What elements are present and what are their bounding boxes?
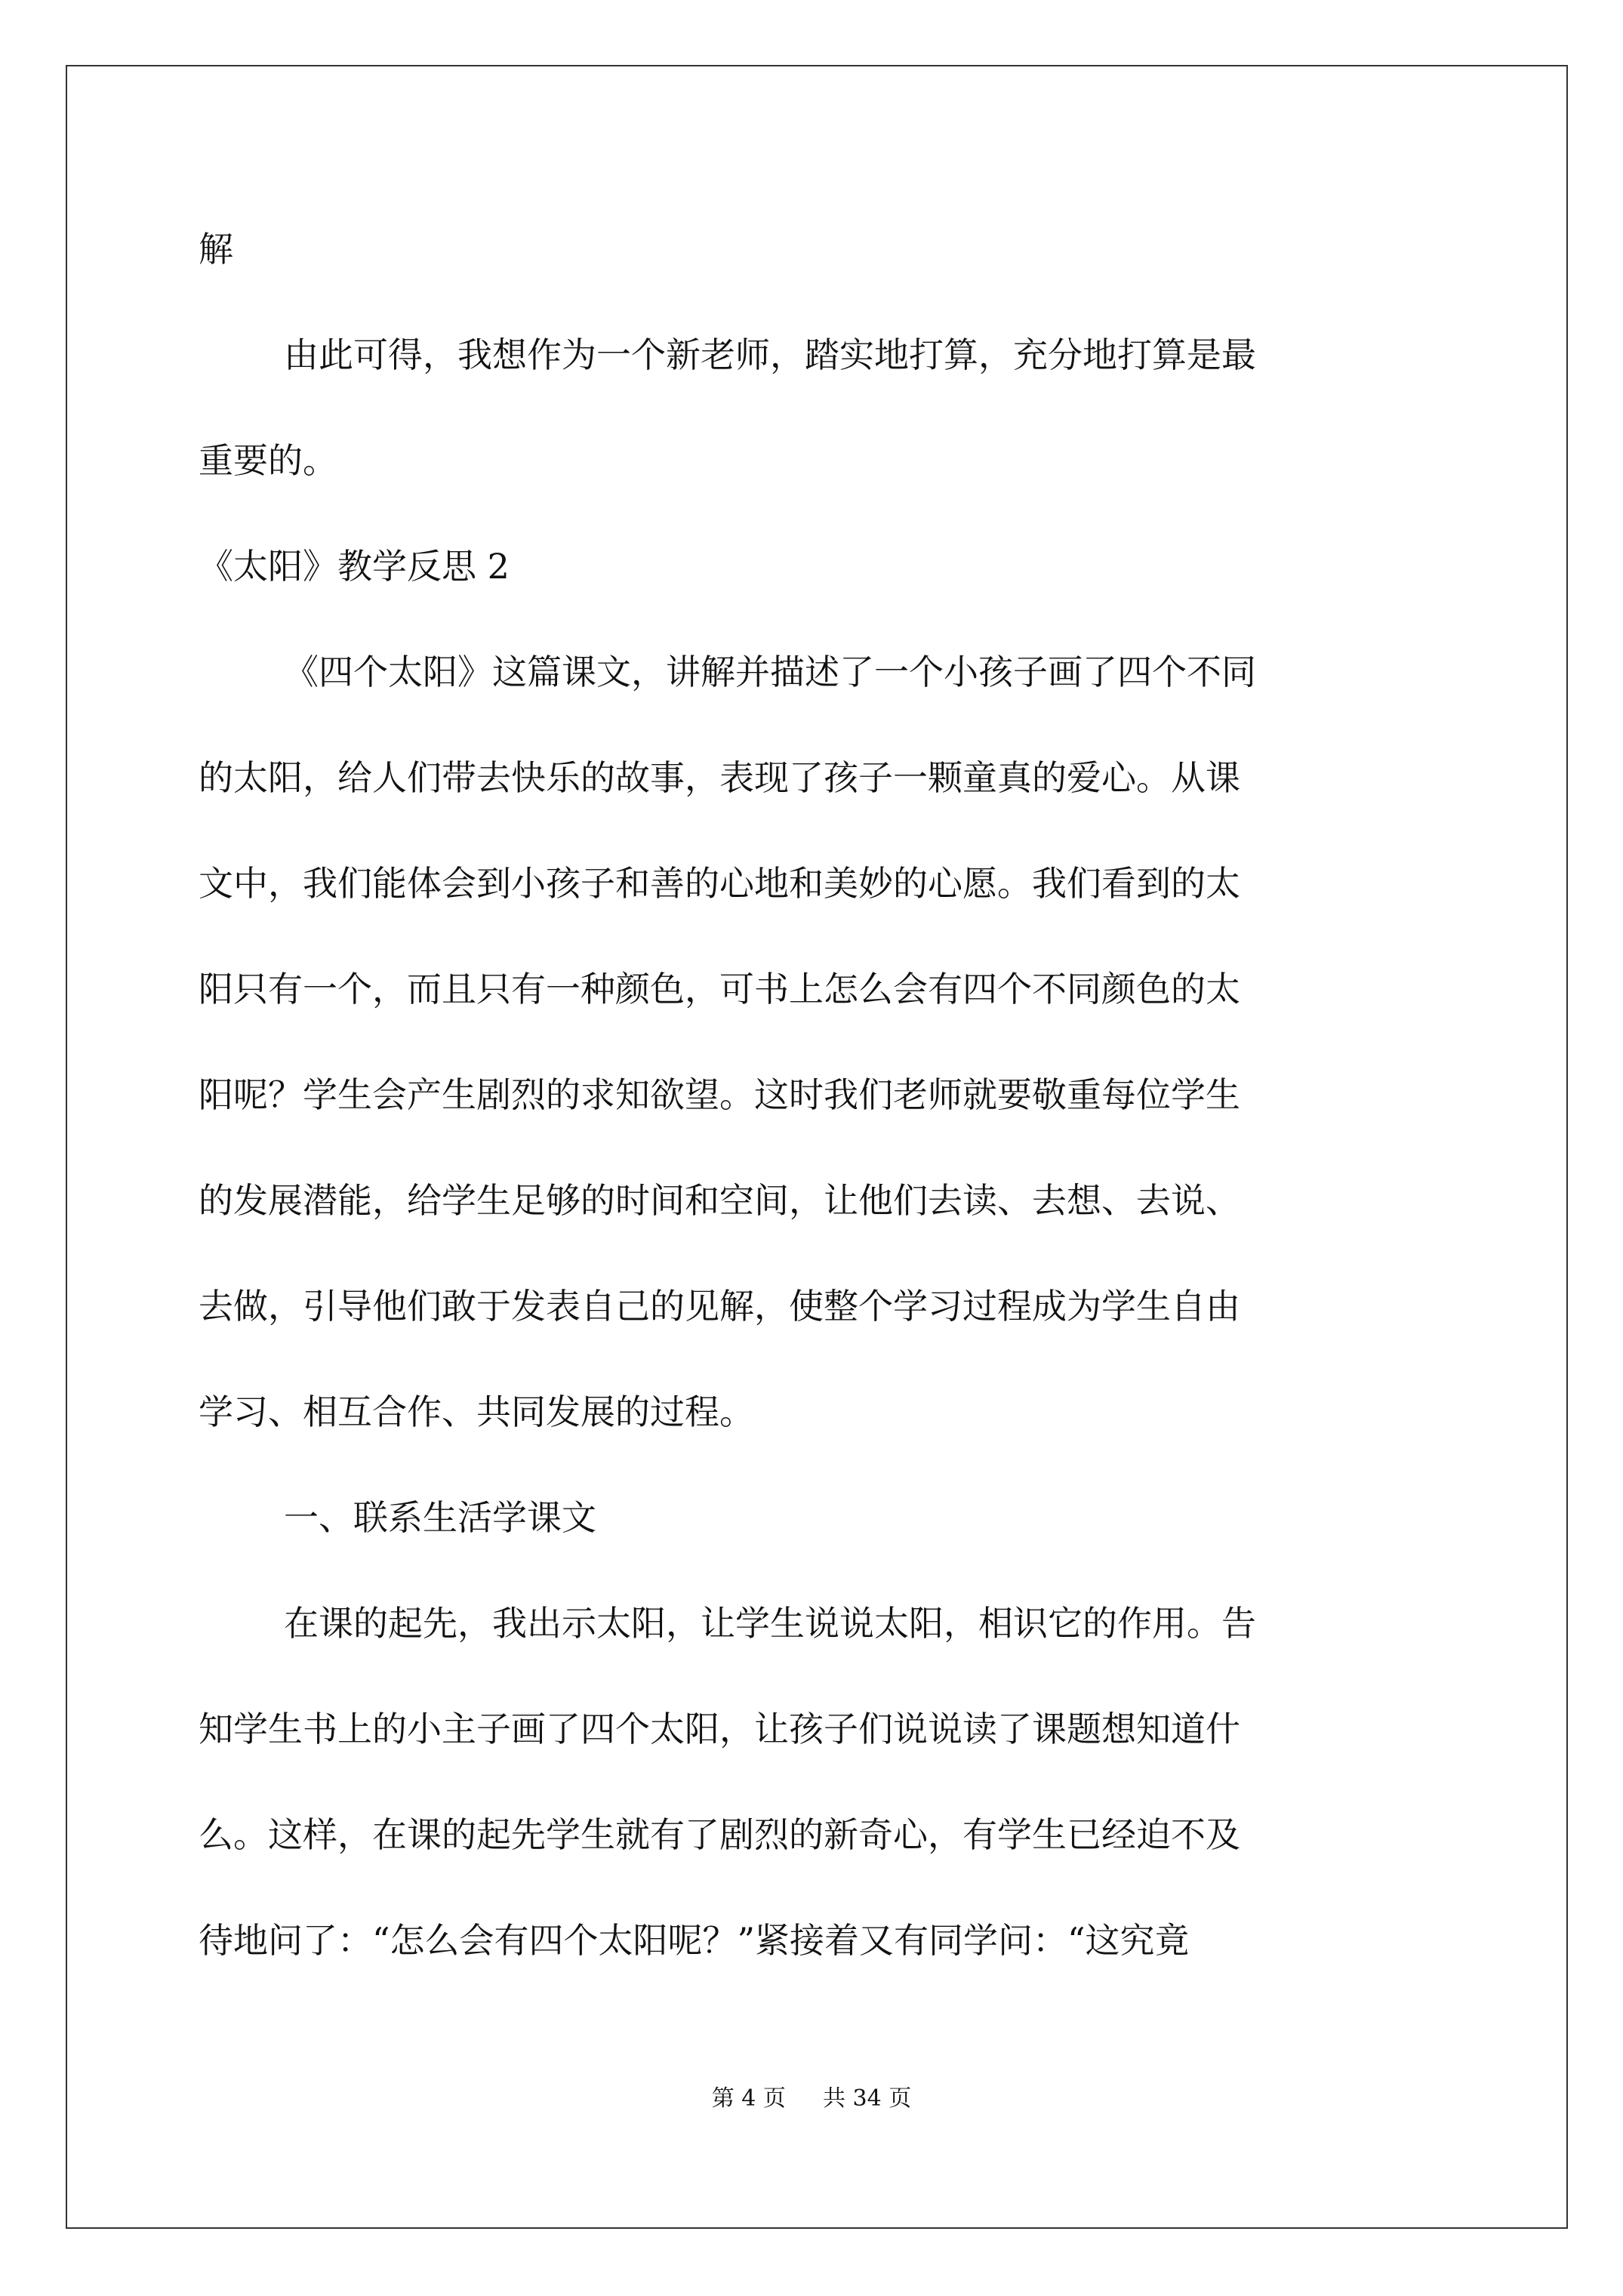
text-line-17: 待地问了：“怎么会有四个太阳呢？”紧接着又有同学问：“这究竟 xyxy=(199,1920,1190,1961)
text-line-16: 么。这样，在课的起先学生就有了剧烈的新奇心，有学生已经迫不及 xyxy=(199,1814,1240,1855)
text-line-12: 学习、相互合作、共同发展的过程。 xyxy=(199,1391,754,1432)
text-line-3: 重要的。 xyxy=(199,440,337,481)
text-line-11: 去做，引导他们敢于发表自己的见解，使整个学习过程成为学生自由 xyxy=(199,1286,1240,1327)
text-line-1: 解 xyxy=(199,229,233,270)
text-line-2: 由此可得，我想作为一个新老师，踏实地打算，充分地打算是最 xyxy=(284,334,1256,375)
text-line-14: 在课的起先，我出示太阳，让学生说说太阳，相识它的作用。告 xyxy=(284,1603,1256,1644)
text-line-9: 阳呢？学生会产生剧烈的求知欲望。这时我们老师就要敬重每位学生 xyxy=(199,1074,1240,1115)
text-line-8: 阳只有一个，而且只有一种颜色，可书上怎么会有四个不同颜色的太 xyxy=(199,969,1240,1009)
section-heading: 《太阳》教学反思 2 xyxy=(199,546,510,587)
text-line-5: 《四个太阳》这篇课文，讲解并描述了一个小孩子画了四个不同 xyxy=(284,652,1256,692)
text-line-7: 文中，我们能体会到小孩子和善的心地和美妙的心愿。我们看到的太 xyxy=(199,863,1240,904)
page-total: 共 34 页 xyxy=(823,2085,912,2112)
text-line-6: 的太阳，给人们带去快乐的故事，表现了孩子一颗童真的爱心。从课 xyxy=(199,757,1240,798)
text-line-10: 的发展潜能，给学生足够的时间和空间，让他们去读、去想、去说、 xyxy=(199,1180,1240,1221)
page-number: 第 4 页 xyxy=(711,2085,786,2112)
page-footer xyxy=(0,2084,1623,2114)
text-line-15: 知学生书上的小主子画了四个太阳，让孩子们说说读了课题想知道什 xyxy=(199,1709,1240,1749)
subheading: 一、联系生活学课文 xyxy=(284,1497,596,1538)
page-border xyxy=(66,65,1568,2229)
